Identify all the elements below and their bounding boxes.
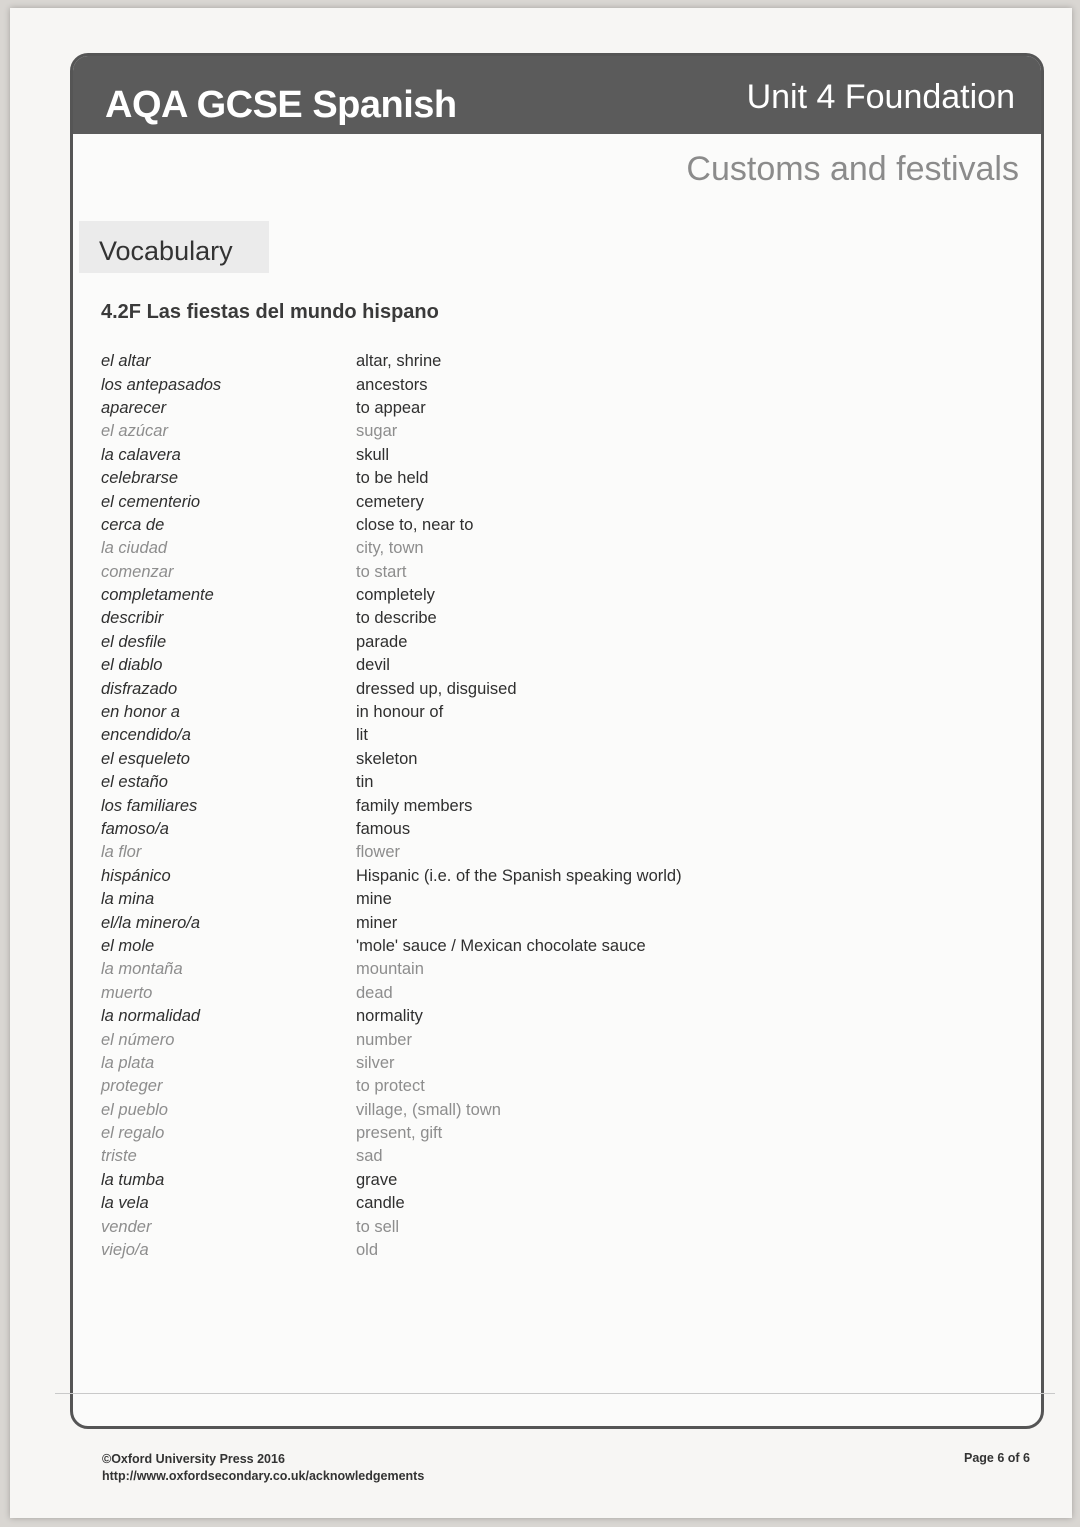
spanish-term: el pueblo <box>101 1100 168 1119</box>
vocab-row <box>101 1099 861 1122</box>
spanish-term: la tumba <box>101 1170 165 1189</box>
vocab-row <box>101 1169 861 1192</box>
vocab-row <box>101 865 861 888</box>
spanish-term: los antepasados <box>101 375 222 394</box>
english-translation: mountain <box>356 960 424 979</box>
vocab-row <box>101 748 861 771</box>
english-translation: sad <box>356 1147 383 1166</box>
english-translation: miner <box>356 913 398 932</box>
spanish-term: muerto <box>101 983 153 1002</box>
english-translation: candle <box>356 1194 405 1213</box>
english-translation: old <box>356 1241 379 1260</box>
english-translation: skeleton <box>356 749 418 768</box>
english-translation: flower <box>356 843 401 862</box>
vocab-row <box>101 677 861 700</box>
vocab-row <box>101 1215 861 1238</box>
spanish-term: aparecer <box>101 398 167 417</box>
acknowledgements-link[interactable]: http://www.oxfordsecondary.co.uk/acknowledgements <box>102 1469 425 1483</box>
english-translation: village, (small) town <box>356 1100 501 1119</box>
english-translation: to appear <box>356 398 426 417</box>
english-translation: present, gift <box>356 1124 443 1143</box>
spanish-term: el número <box>101 1030 175 1049</box>
english-translation: cemetery <box>356 492 424 511</box>
spanish-term: los familiares <box>101 796 198 815</box>
content-frame <box>70 53 1044 1429</box>
vocab-row <box>101 724 861 747</box>
vocab-row <box>101 701 861 724</box>
vocab-row <box>101 490 861 513</box>
english-translation: silver <box>356 1053 395 1072</box>
english-translation: famous <box>356 820 411 838</box>
vocab-row <box>101 1005 861 1028</box>
english-translation: to describe <box>356 609 437 628</box>
vocab-row <box>101 841 861 864</box>
english-translation: number <box>356 1030 412 1049</box>
vocab-row <box>101 1052 861 1075</box>
spanish-term: famoso/a <box>101 820 169 838</box>
vocab-row <box>101 584 861 607</box>
vocab-row <box>101 982 861 1005</box>
spanish-term: la plata <box>101 1053 155 1072</box>
vocab-row <box>101 1122 861 1145</box>
english-translation: ancestors <box>356 375 428 394</box>
english-translation: family members <box>356 796 473 815</box>
english-translation: tin <box>356 773 374 792</box>
spanish-term: hispánico <box>101 866 171 885</box>
vocab-row <box>101 420 861 443</box>
vocab-row <box>101 444 861 467</box>
spanish-term: proteger <box>101 1077 163 1096</box>
vocab-row <box>101 771 861 794</box>
spanish-term: el regalo <box>101 1124 165 1143</box>
spanish-term: la vela <box>101 1194 149 1213</box>
english-translation: dressed up, disguised <box>356 679 517 698</box>
vocab-row <box>101 537 861 560</box>
vocab-row <box>101 467 861 490</box>
vocab-row <box>101 350 861 373</box>
footer-divider <box>55 1393 1055 1394</box>
vocab-row <box>101 818 861 841</box>
copyright-notice <box>102 1451 424 1485</box>
spanish-term: vender <box>101 1217 152 1236</box>
vocabulary-list <box>101 350 861 1262</box>
english-translation: parade <box>356 632 408 651</box>
spanish-term: completamente <box>101 586 214 605</box>
english-translation: to be held <box>356 469 429 488</box>
page-number: Page 6 of 6 <box>964 1451 1030 1465</box>
english-translation: city, town <box>356 539 424 558</box>
spanish-term: disfrazado <box>101 679 178 698</box>
english-translation: skull <box>356 445 390 464</box>
vocab-row <box>101 607 861 630</box>
spanish-term: describir <box>101 609 164 628</box>
spanish-term: la ciudad <box>101 539 168 558</box>
english-translation: grave <box>356 1170 398 1189</box>
english-translation: altar, shrine <box>356 352 442 371</box>
english-translation: sugar <box>356 422 398 441</box>
english-translation: mine <box>356 890 392 909</box>
spanish-term: la calavera <box>101 445 181 464</box>
spanish-term: el esqueleto <box>101 749 190 768</box>
spanish-term: el diablo <box>101 656 163 675</box>
english-translation: close to, near to <box>356 515 474 534</box>
english-translation: to sell <box>356 1217 400 1236</box>
vocab-row <box>101 631 861 654</box>
vocab-row <box>101 1145 861 1168</box>
course-title: AQA GCSE Spanish <box>105 84 457 126</box>
spanish-term: cerca de <box>101 515 165 534</box>
spanish-term: el cementerio <box>101 492 201 511</box>
vocab-row <box>101 654 861 677</box>
english-translation: lit <box>356 726 368 745</box>
spanish-term: triste <box>101 1147 137 1166</box>
vocab-row <box>101 561 861 584</box>
spanish-term: el desfile <box>101 632 167 651</box>
english-translation: to start <box>356 562 407 581</box>
spanish-term: el/la minero/a <box>101 913 201 932</box>
spanish-term: el azúcar <box>101 422 168 441</box>
spanish-term: la flor <box>101 843 142 862</box>
vocab-row <box>101 794 861 817</box>
spanish-term: comenzar <box>101 562 174 581</box>
english-translation: to protect <box>356 1077 425 1096</box>
vocab-row <box>101 1192 861 1215</box>
english-translation: normality <box>356 1007 423 1026</box>
vocab-row <box>101 911 861 934</box>
vocab-row <box>101 1075 861 1098</box>
english-translation: devil <box>356 656 390 675</box>
spanish-term: el altar <box>101 352 151 371</box>
spanish-term: celebrarse <box>101 469 179 488</box>
vocab-row <box>101 935 861 958</box>
vocab-row <box>101 397 861 420</box>
english-translation: Hispanic (i.e. of the Spanish speaking world) <box>356 866 682 885</box>
vocab-row <box>101 1028 861 1051</box>
vocab-row <box>101 514 861 537</box>
spanish-term: viejo/a <box>101 1241 149 1260</box>
spanish-term: en honor a <box>101 703 180 722</box>
header-bar <box>73 56 1041 134</box>
spanish-term: la mina <box>101 890 155 909</box>
document-page <box>10 8 1072 1518</box>
vocab-row <box>101 1239 861 1262</box>
section-label: Vocabulary <box>79 221 269 273</box>
english-translation: dead <box>356 983 393 1002</box>
english-translation: in honour of <box>356 703 444 722</box>
vocab-heading: 4.2F Las fiestas del mundo hispano <box>101 301 439 323</box>
spanish-term: el mole <box>101 936 155 955</box>
english-translation: completely <box>356 586 435 605</box>
vocab-row <box>101 888 861 911</box>
spanish-term: encendido/a <box>101 726 191 745</box>
spanish-term: la normalidad <box>101 1007 201 1026</box>
vocab-row <box>101 373 861 396</box>
topic-subtitle: Customs and festivals <box>686 150 1019 188</box>
spanish-term: la montaña <box>101 960 183 979</box>
unit-title: Unit 4 Foundation <box>746 78 1015 116</box>
copyright-text: ©Oxford University Press 2016 <box>102 1452 285 1466</box>
vocab-row <box>101 958 861 981</box>
spanish-term: el estaño <box>101 773 168 792</box>
english-translation: 'mole' sauce / Mexican chocolate sauce <box>356 936 646 955</box>
